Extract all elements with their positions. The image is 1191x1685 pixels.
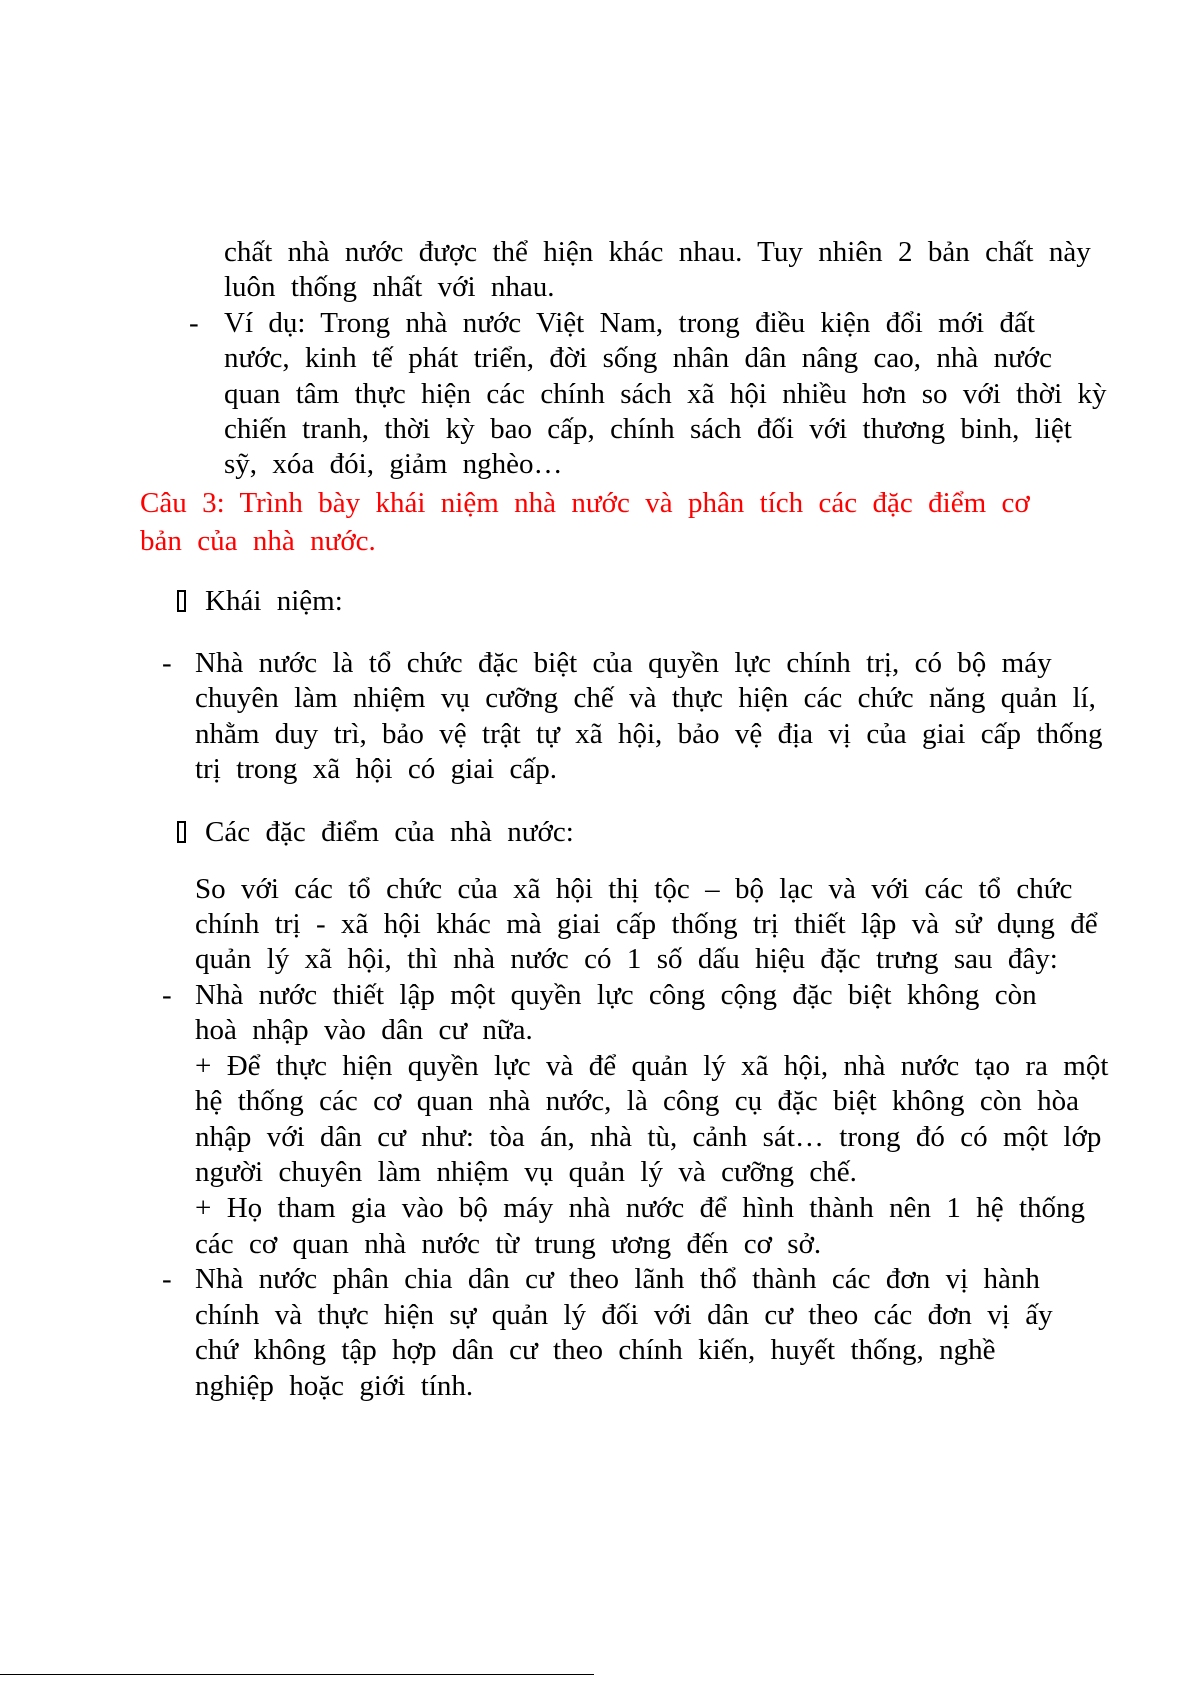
feature-line: + Họ tham gia vào bộ máy nhà nước để hình thành nên 1 hệ thống [195, 1192, 1086, 1224]
features-intro-line: So với các tổ chức của xã hội thị tộc – bộ lạc và với các tổ chức [195, 873, 1073, 905]
continuation-line: chất nhà nước được thể hiện khác nhau. Tuy nhiên 2 bản chất này [224, 236, 1091, 268]
features-intro-line: chính trị - xã hội khác mà giai cấp thống trị thiết lập và sử dụng để [195, 908, 1098, 940]
concept-dash: - [162, 647, 172, 679]
continuation-line: luôn thống nhất với nhau. [224, 271, 555, 303]
feature-line: hoà nhập vào dân cư nữa. [195, 1014, 533, 1046]
feature-line: Nhà nước phân chia dân cư theo lãnh thổ thành các đơn vị hành [195, 1263, 1040, 1295]
features-heading: Các đặc điểm của nhà nước: [205, 816, 574, 848]
example-dash: - [189, 307, 199, 339]
concept-heading: Khái niệm: [205, 585, 343, 617]
concept-line: chuyên làm nhiệm vụ cưỡng chế và thực hiện các chức năng quản lí, [195, 682, 1096, 714]
feature-line: + Để thực hiện quyền lực và để quản lý xã hội, nhà nước tạo ra một [195, 1050, 1109, 1082]
box-bullet-icon [177, 821, 186, 843]
feature-line: hệ thống các cơ quan nhà nước, là công cụ đặc biệt không còn hòa [195, 1085, 1079, 1117]
example-line: Ví dụ: Trong nhà nước Việt Nam, trong điều kiện đổi mới đất [224, 307, 1035, 339]
example-line: chiến tranh, thời kỳ bao cấp, chính sách đối với thương binh, liệt [224, 413, 1072, 445]
concept-line: trị trong xã hội có giai cấp. [195, 753, 557, 785]
feature-dash: - [162, 1263, 172, 1295]
example-line: sỹ, xóa đói, giảm nghèo… [224, 448, 563, 480]
question-heading-line: bản của nhà nước. [140, 525, 376, 557]
example-line: quan tâm thực hiện các chính sách xã hội nhiều hơn so với thời kỳ [224, 378, 1107, 410]
feature-dash: - [162, 979, 172, 1011]
feature-line: nghiệp hoặc giới tính. [195, 1370, 474, 1402]
feature-line: người chuyên làm nhiệm vụ quản lý và cưỡng chế. [195, 1156, 857, 1188]
concept-line: Nhà nước là tổ chức đặc biệt của quyền lực chính trị, có bộ máy [195, 647, 1052, 679]
feature-line: nhập với dân cư như: tòa án, nhà tù, cảnh sát… trong đó có một lớp [195, 1121, 1102, 1153]
feature-line: các cơ quan nhà nước từ trung ương đến cơ sở. [195, 1228, 822, 1260]
box-bullet-icon [177, 590, 186, 612]
feature-line: Nhà nước thiết lập một quyền lực công cộng đặc biệt không còn [195, 979, 1037, 1011]
footer-rule [0, 1674, 594, 1675]
example-line: nước, kinh tế phát triển, đời sống nhân dân nâng cao, nhà nước [224, 342, 1053, 374]
features-intro-line: quản lý xã hội, thì nhà nước có 1 số dấu hiệu đặc trưng sau đây: [195, 943, 1058, 975]
feature-line: chứ không tập hợp dân cư theo chính kiến, huyết thống, nghề [195, 1334, 996, 1366]
feature-line: chính và thực hiện sự quản lý đối với dân cư theo các đơn vị ấy [195, 1299, 1053, 1331]
concept-line: nhằm duy trì, bảo vệ trật tự xã hội, bảo vệ địa vị của giai cấp thống [195, 718, 1103, 750]
question-heading-line: Câu 3: Trình bày khái niệm nhà nước và phân tích các đặc điểm cơ [140, 487, 1030, 519]
